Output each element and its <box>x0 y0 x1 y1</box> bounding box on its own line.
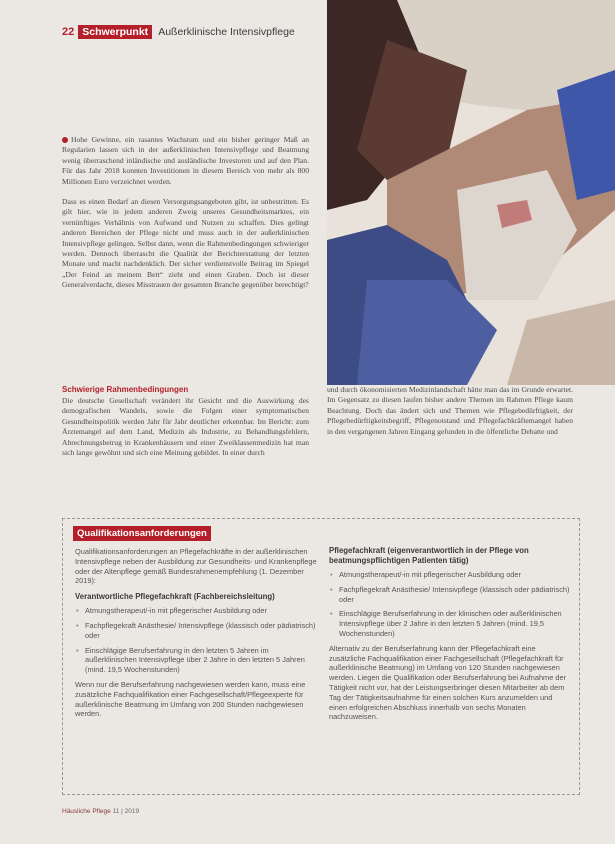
continuation-bullet-icon <box>62 137 68 143</box>
list-item: • Einschlägige Berufserfahrung in der klinischen oder außerklinischen Intensivpflege über 2 Jahre in den letzten 5 Jahren (mind. 19,5 Wochenstunden) <box>329 609 571 638</box>
info-box-left-column <box>75 547 317 723</box>
article-column-1 <box>62 135 309 301</box>
left-outro: Wenn nur die Berufserfahrung nachgewiesen werden kann, muss eine zusätzliche Fachqualifikation einer Fachgesellschaft/Pflegeexperte für außerklinische Beatmung im Umfang von 200 Stunden nachgewiesen werden. <box>75 679 306 719</box>
paragraph-3: Die deutsche Gesellschaft verändert ihr Gesicht und die Auswirkung des demografischen Wandels, sowie die Folgen einer symptomatischen Gesundheitspolitik werden Jahr für Jahr deutlicher erkennbar. Im Bericht: zum Ärztemangel auf dem Land, Medizin als Industrie, zu Behandlungsfehlern, Abrechnungsbetrug in Krankenhäusern und einer Zweiklassenmedizin hat man sich lange gewöhnt und sich eine Meinung gebildet. In einer durch <box>62 396 309 458</box>
info-box-tag: Qualifikationsanforderungen <box>73 526 211 541</box>
list-item: • Einschlägige Berufserfahrung in den letzten 5 Jahren im außerklinischen Intensivpflege über 2 Jahre in den letzten 5 Jahren (mind. 19,5 Wochenstunden) <box>75 646 317 675</box>
article-photo <box>327 0 615 385</box>
photo-illustration <box>327 0 615 385</box>
right-outro: Alternativ zu der Berufserfahrung kann der Pflegefachkraft eine zusätzliche Fachqualifikation einer Fachgesellschaft (Pflegefachkraft für außerklinische Beatmung) im Umfang von 120 Stunden nachgewiesen werden. Liegen die Qualifikation oder Berufserfahrung bei Aufnahme der Tätigkeit nicht vor, hat der Leistungserbringer diesen Mitarbeiter ab dem Tag der Tätigkeitsaufnahme für einen solchen Kurs anzumelden und einen erfolgreichen Abschluss innerhalb von sechs Monaten nachzuweisen. <box>329 643 567 722</box>
list-item: • Atmungstherapeut/-in mit pflegerischer Ausbildung oder <box>75 606 317 616</box>
info-intro: Qualifikationsanforderungen an Pflegefachkräfte in der außerklinischen Intensivpflege neben der Ausbildung zur Gesundheits- und Krankenpflege oder der Altenpflege gemäß Bundesrahmenempfehlung (1. Dezember 2019): <box>75 547 317 586</box>
article-column-1-lower <box>62 385 309 468</box>
left-heading: Verantwortliche Pflegefachkraft (Fachbereichsleitung) <box>75 592 275 602</box>
paragraph-2: Dass es einen Bedarf an diesen Versorgungsangeboten gibt, ist unbestritten. Es gilt hier, wie in jedem anderen Zweig unseres Gesundheitsmarktes, ein vernünftiges Verhältnis von Aufwand und Nutzen zu schaffen. Dies gelingt anderen Bereichen der Pflege nicht und muss auch in der außerklinischen Intensivpflege gelingen. Selbst dann, wenn die Rahmenbedingungen schwieriger werden. Dennoch überrascht die Qualität der Berichterstattung der letzten Monate und macht nachdenklich. Der sicher verdienstvolle Beitrag im Spiegel „Der Feind an meinem Bett“ zieht und einen Graben. Doch ist dieser Generalverdacht, dieses Misstrauen der gesamten Branche gegenüber berechtigt? <box>62 197 309 290</box>
footer-issue: 11 | 2019 <box>112 808 140 815</box>
paragraph-1: Hohe Gewinne, ein rasantes Wachstum und ein bisher geringer Maß an Regularien lassen sich in der außerklinischen Intensivpflege und Beatmung wenig überraschend inländische und ausländische Investoren und auf den Plan. Für das Jahr 2018 konnten Investitionen in diesem Bereich von mehr als 800 Millionen Euro verzeichnet werden. <box>62 135 309 186</box>
article-column-2 <box>327 385 573 447</box>
left-list <box>75 606 317 675</box>
page-footer <box>62 808 139 815</box>
list-item: • Fachpflegekraft Anästhesie/ Intensivpflege (klassisch oder pädiatrisch) oder <box>75 621 317 641</box>
list-item: • Atmungstherapeut/-in mit pflegerischer Ausbildung oder <box>329 570 571 580</box>
right-list <box>329 570 571 639</box>
section-label: Schwerpunkt <box>78 25 152 39</box>
footer-magazine: Häusliche Pflege <box>62 808 111 815</box>
info-box-right-column <box>329 546 571 726</box>
header-title: Außerklinische Intensivpflege <box>158 26 295 38</box>
page-header <box>62 24 295 40</box>
page-number: 22 <box>62 26 75 38</box>
list-item: • Fachpflegekraft Anästhesie/ Intensivpflege (klassisch oder pädiatrisch) oder <box>329 585 571 605</box>
paragraph-4: und durch ökonomisierten Medizinlandschaft hätte man das im Grunde erwartet. Im Gegensatz zu diesen laufen bisher andere Themen im Rahmen Pflege kaum Beachtung. Doch das ändert sich und Themen wie Pflegebedürftigkeit, der Pflegebedürftigkeitsbegriff, Pflegenotstand und Pflegefachkräftemangel haben in den vergangenen Jahren Eingang gefunden in die öffentliche Debatte und <box>327 385 573 436</box>
right-heading: Pflegefachkraft (eigenverantwortlich in der Pflege von beatmungspflichtigen Patienten tätig) <box>329 546 529 565</box>
subheading: Schwierige Rahmenbedingungen <box>62 385 189 394</box>
